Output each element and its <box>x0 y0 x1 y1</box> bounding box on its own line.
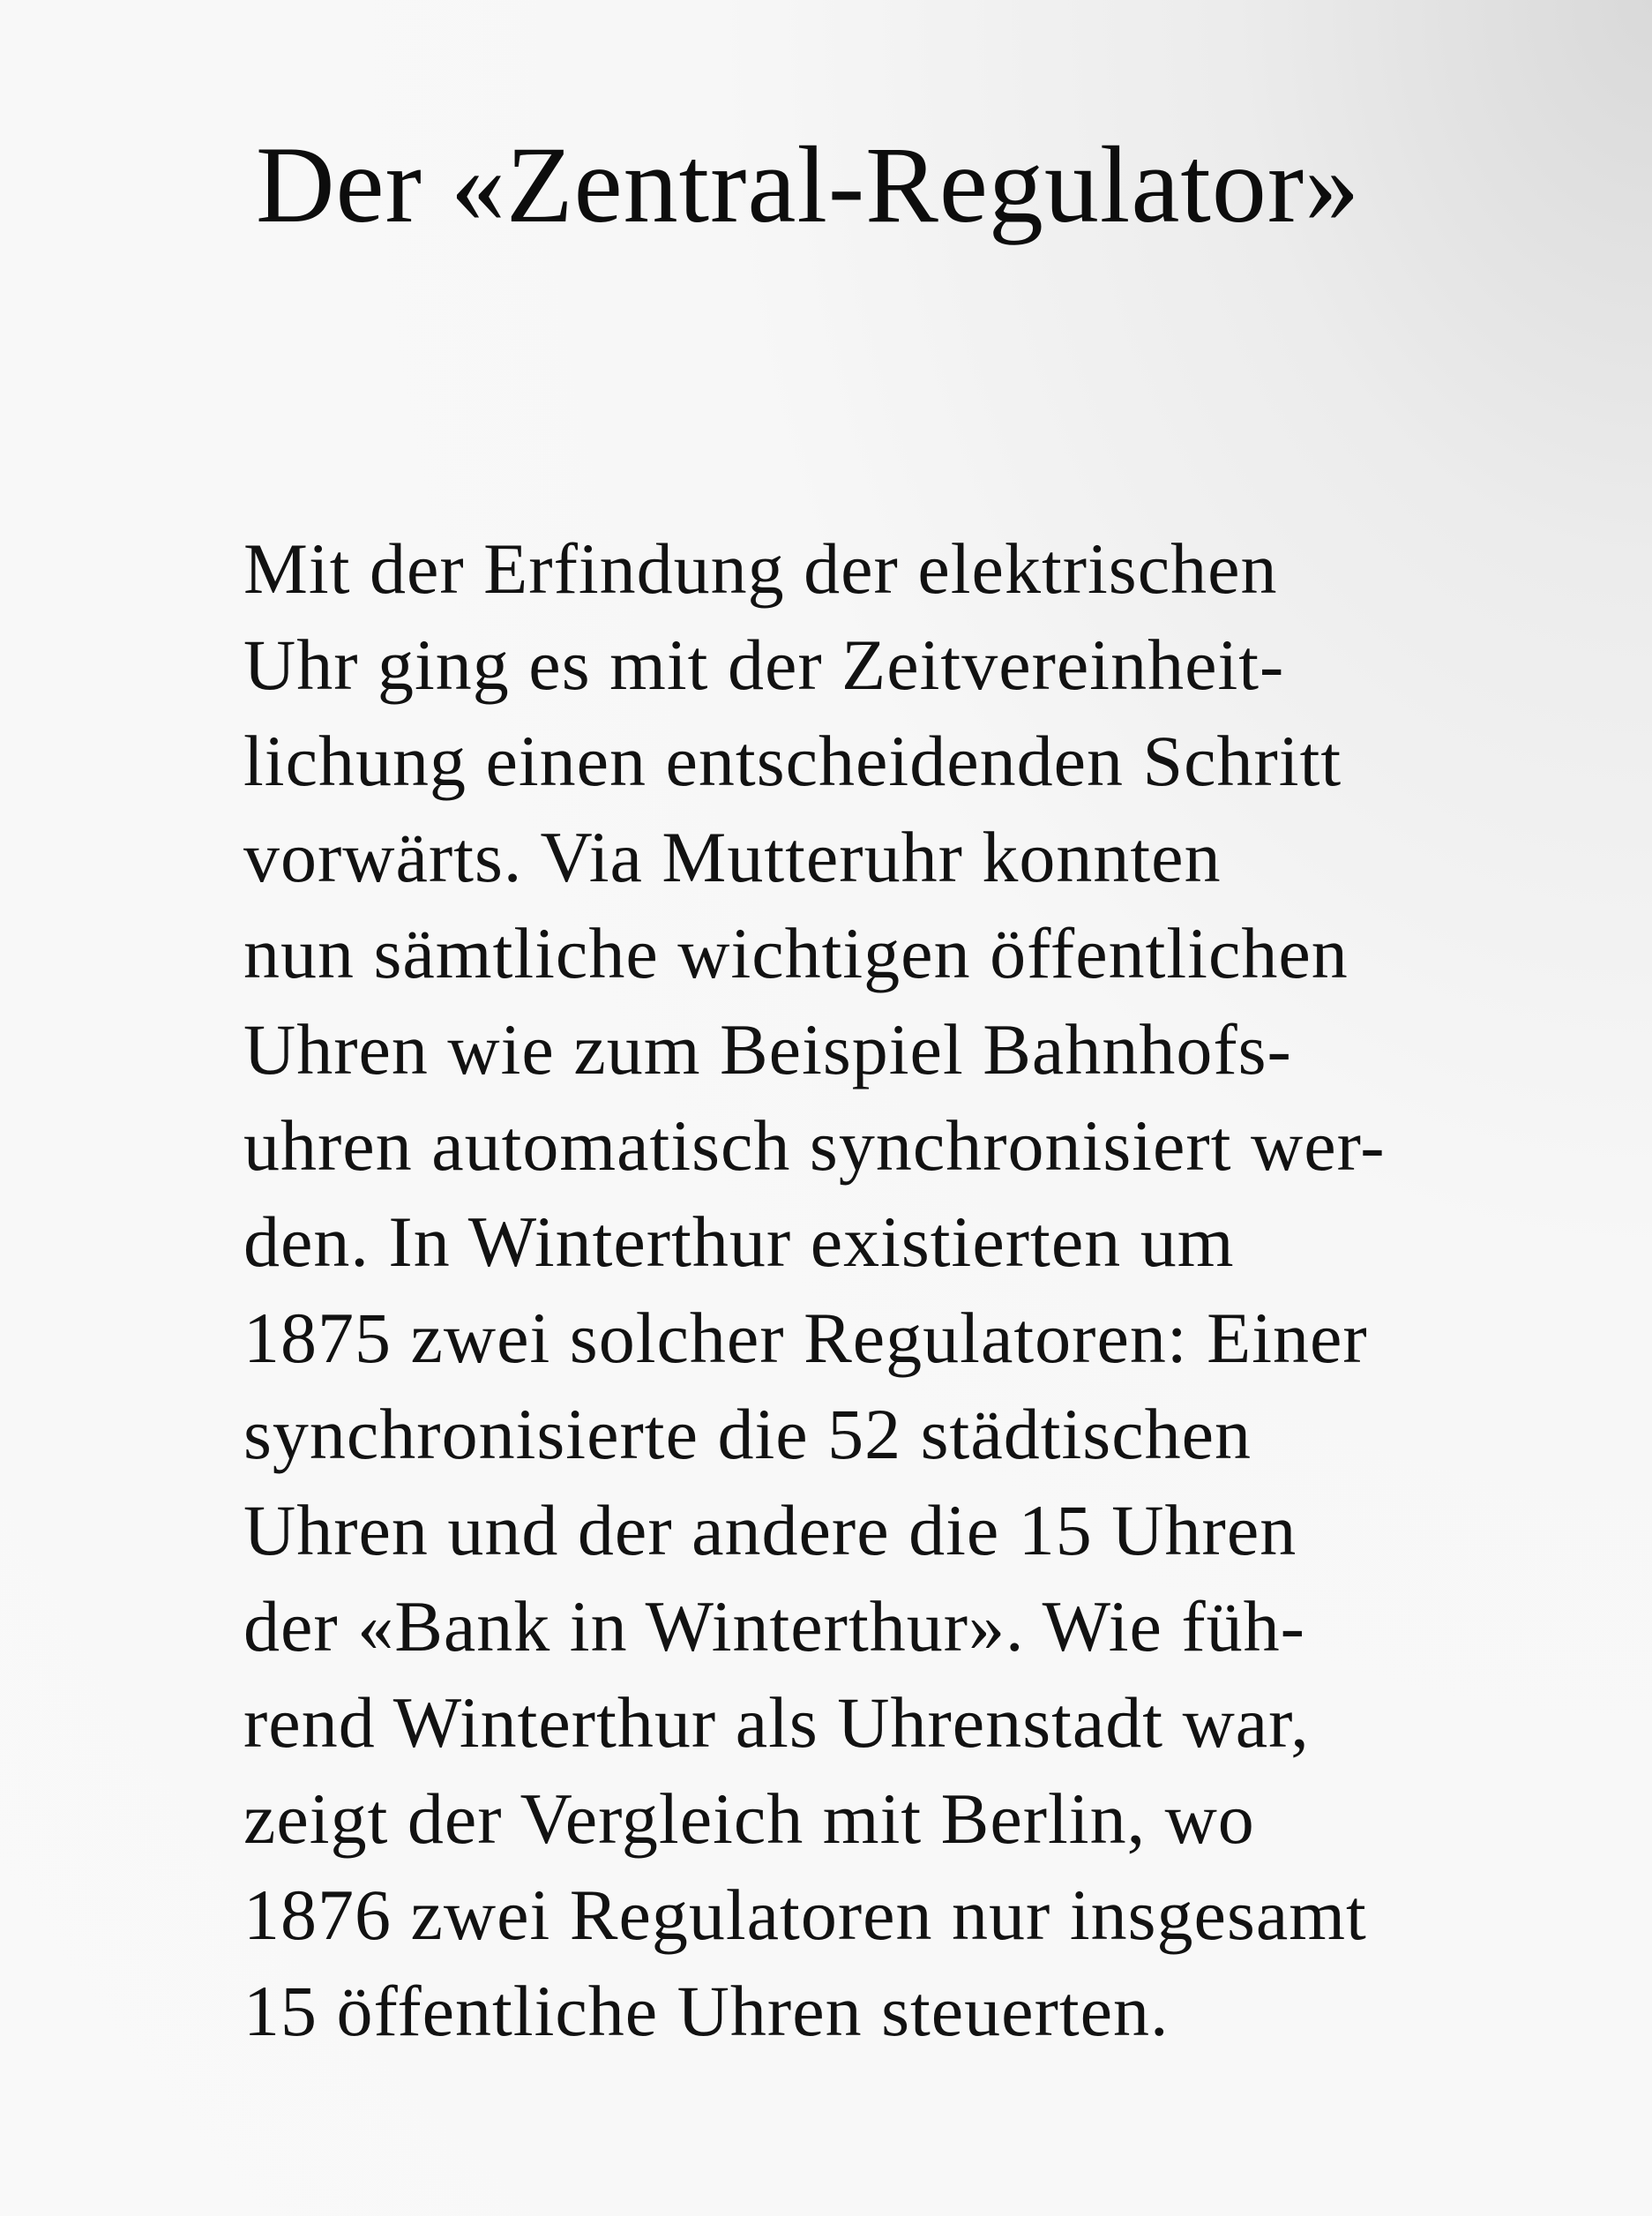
text-line: den. In Winterthur existierten um <box>243 1202 1235 1282</box>
text-line: Uhr ging es mit der Zeitvereinheit- <box>243 625 1285 705</box>
text-line: lichung einen entscheidenden Schritt <box>243 721 1342 801</box>
text-line: der «Bank in Winterthur». Wie füh- <box>243 1586 1305 1666</box>
text-line: rend Winterthur als Uhrenstadt war, <box>243 1682 1310 1763</box>
body-paragraph <box>243 520 1386 2059</box>
text-line: zeigt der Vergleich mit Berlin, wo <box>243 1778 1255 1859</box>
text-line: nun sämtliche wichtigen öffentlichen <box>243 913 1349 993</box>
text-line: Mit der Erfindung der elektrischen <box>243 528 1278 609</box>
text-line: Uhren und der andere die 15 Uhren <box>243 1490 1297 1570</box>
text-line: 15 öffentliche Uhren steuerten. <box>243 1971 1170 2051</box>
text-line: vorwärts. Via Mutteruhr konnten <box>243 817 1222 897</box>
text-line: uhren automatisch synchronisiert wer- <box>243 1105 1386 1186</box>
text-line: Uhren wie zum Beispiel Bahnhofs- <box>243 1009 1292 1089</box>
text-line: synchronisierte die 52 städtischen <box>243 1394 1252 1474</box>
text-line: 1875 zwei solcher Regulatoren: Einer <box>243 1298 1368 1378</box>
page-title: Der «Zentral-Regulator» <box>256 124 1361 245</box>
text-line: 1876 zwei Regulatoren nur insgesamt <box>243 1875 1367 1955</box>
